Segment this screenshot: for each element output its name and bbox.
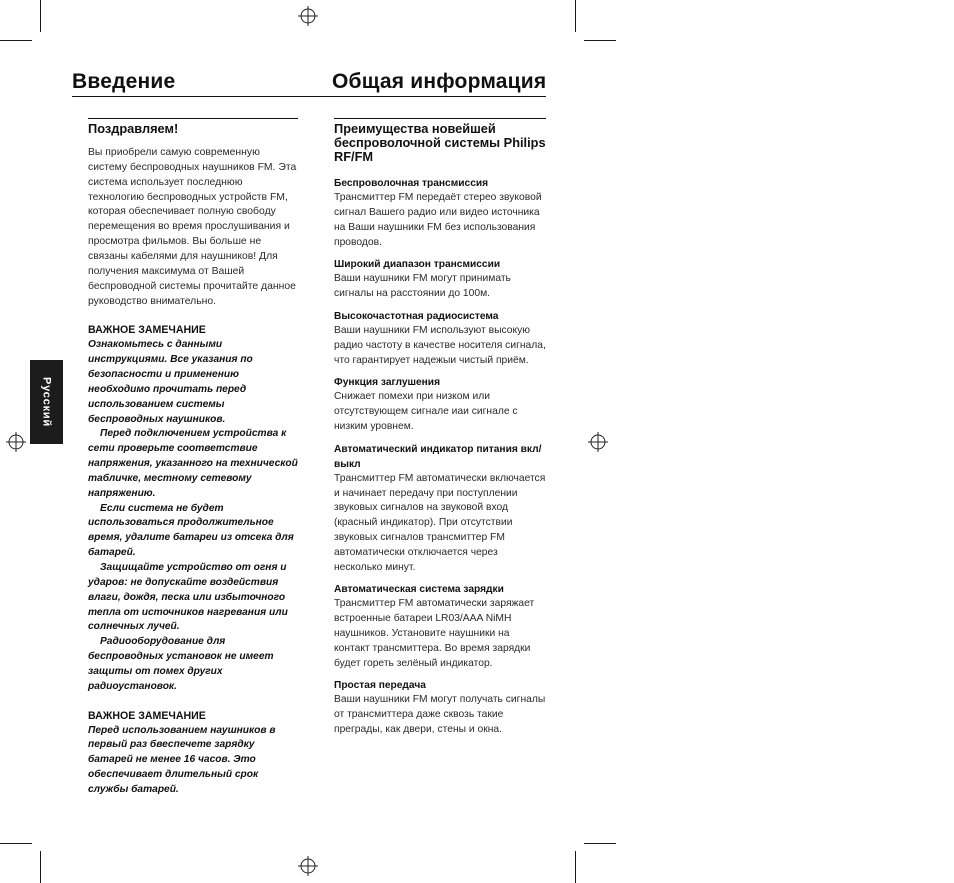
feature-text: Снижает помехи при низком или отсутствующем сигнале иаи сигнале с низким уровнем. <box>334 391 518 432</box>
feature-text: Трансмиттер FM автоматически включается и начинает передачу при поступлении звуковых сигналов на звуковой вход (красный индикатор). При отсутствии звуковых сигналов трансмиттер FM автоматически отключается через несколько минут. <box>334 472 546 573</box>
feature-text: Ваши наушники FM могут получать сигналы от трансмиттера даже сквозь такие преграды, как двери, стены и окна. <box>334 694 546 735</box>
feature-title: Автоматическая система зарядки <box>334 584 504 596</box>
right-column <box>334 118 546 745</box>
feature-title: Высокочастотная радиосистема <box>334 310 499 322</box>
feature-item <box>334 582 546 671</box>
crop-mark <box>584 40 616 41</box>
heading-divider <box>72 96 546 97</box>
feature-item <box>334 442 546 576</box>
crop-mark <box>40 0 41 32</box>
crop-mark <box>0 843 32 844</box>
page-title-left: Введение <box>72 70 176 93</box>
feature-title: Автоматический индикатор питания вкл/выкл <box>334 443 542 470</box>
crop-mark <box>575 0 576 32</box>
registration-mark-icon <box>298 856 318 876</box>
feature-item <box>334 257 546 302</box>
feature-title: Простая передача <box>334 680 426 692</box>
feature-title: Функция заглушения <box>334 377 441 389</box>
feature-title: Беспроволочная трансмиссия <box>334 178 489 190</box>
feature-text: Трансмиттер FM передаёт стерео звуковой сигнал Вашего радио или видео источника на Ваши наушники FM без использования проводов. <box>334 192 542 248</box>
feature-item <box>334 678 546 737</box>
section-divider <box>88 118 298 119</box>
crop-mark <box>0 40 32 41</box>
important-note-2 <box>88 709 298 798</box>
note-paragraph: Перед использованием наушников в первый раз бвеспечете зарядку батарей не менее 16 часов. Это обеспечивает длительный срок службы батарей. <box>88 724 276 795</box>
registration-mark-icon <box>588 432 608 452</box>
crop-mark <box>584 843 616 844</box>
intro-paragraph: Вы приобрели самую современную систему беспроводных наушников FM. Эта система использует последнюю технологию беспроводных устройств FM, которая обеспечивает полную свободу перемещения во время прослушивания и просмотра фильмов. Вы больше не связаны кабелями для наушников! Для получения максимума от Вашей беспроводной системы прочитайте данное руководство внимательно. <box>88 147 297 307</box>
registration-mark-icon <box>6 432 26 452</box>
congrats-title: Поздравляем! <box>88 121 179 136</box>
important-note-1 <box>88 323 298 694</box>
language-tab <box>30 360 63 444</box>
language-tab-label: Русский <box>40 376 53 428</box>
note-paragraph: Если система не будет использоваться продолжительное время, удалите батареи из отсека для батарей. <box>88 502 294 559</box>
note-paragraph: Защищайте устройство от огня и ударов: не допускайте воздействия влаги, дождя, песка или избыточного тепла от источников нагревания или солнечных лучей. <box>88 562 288 633</box>
feature-item <box>334 375 546 434</box>
page-title-right: Общая информация <box>332 70 547 93</box>
important-note-title: ВАЖНОЕ ЗАМЕЧАНИЕ <box>88 324 206 337</box>
crop-mark <box>40 851 41 883</box>
feature-item <box>334 309 546 368</box>
important-note-title: ВАЖНОЕ ЗАМЕЧАНИЕ <box>88 709 206 722</box>
note-paragraph: Радиооборудование для беспроводных установок не имеет защиты от помех других радиоустановок. <box>88 636 274 692</box>
crop-mark <box>575 851 576 883</box>
registration-mark-icon <box>298 6 318 26</box>
note-paragraph: Перед подключением устройства к сети проверьте соответствие напряжения, указанного на технической табличке, местному сетевому напряжению. <box>88 428 298 499</box>
feature-text: Трансмиттер FM автоматически заряжает встроенные батареи LR03/AAA NiMH наушников. Установите наушники на контакт трансмиттера. Во время зарядки будет гореть зелёный индикатор. <box>334 598 535 669</box>
advantages-title: Преимущества новейшей беспроволочной системы Philips RF/FM <box>334 121 546 165</box>
feature-text: Ваши наушники FM используют высокую радио частоту в качестве носителя сигнала, что гарантирует надежыи чистый приём. <box>334 324 546 366</box>
note-paragraph: Ознакомьтесь с данными инструкциями. Все указания по безопасности и применению необходимо прочитать перед использованием системы беспроводных наушников. <box>88 339 253 425</box>
feature-text: Ваши наушники FM могут принимать сигналы на расстоянии до 100м. <box>334 273 511 300</box>
left-column <box>88 118 298 798</box>
section-divider <box>334 118 546 119</box>
feature-item <box>334 176 546 250</box>
feature-title: Широкий диапазон трансмиссии <box>334 259 501 271</box>
